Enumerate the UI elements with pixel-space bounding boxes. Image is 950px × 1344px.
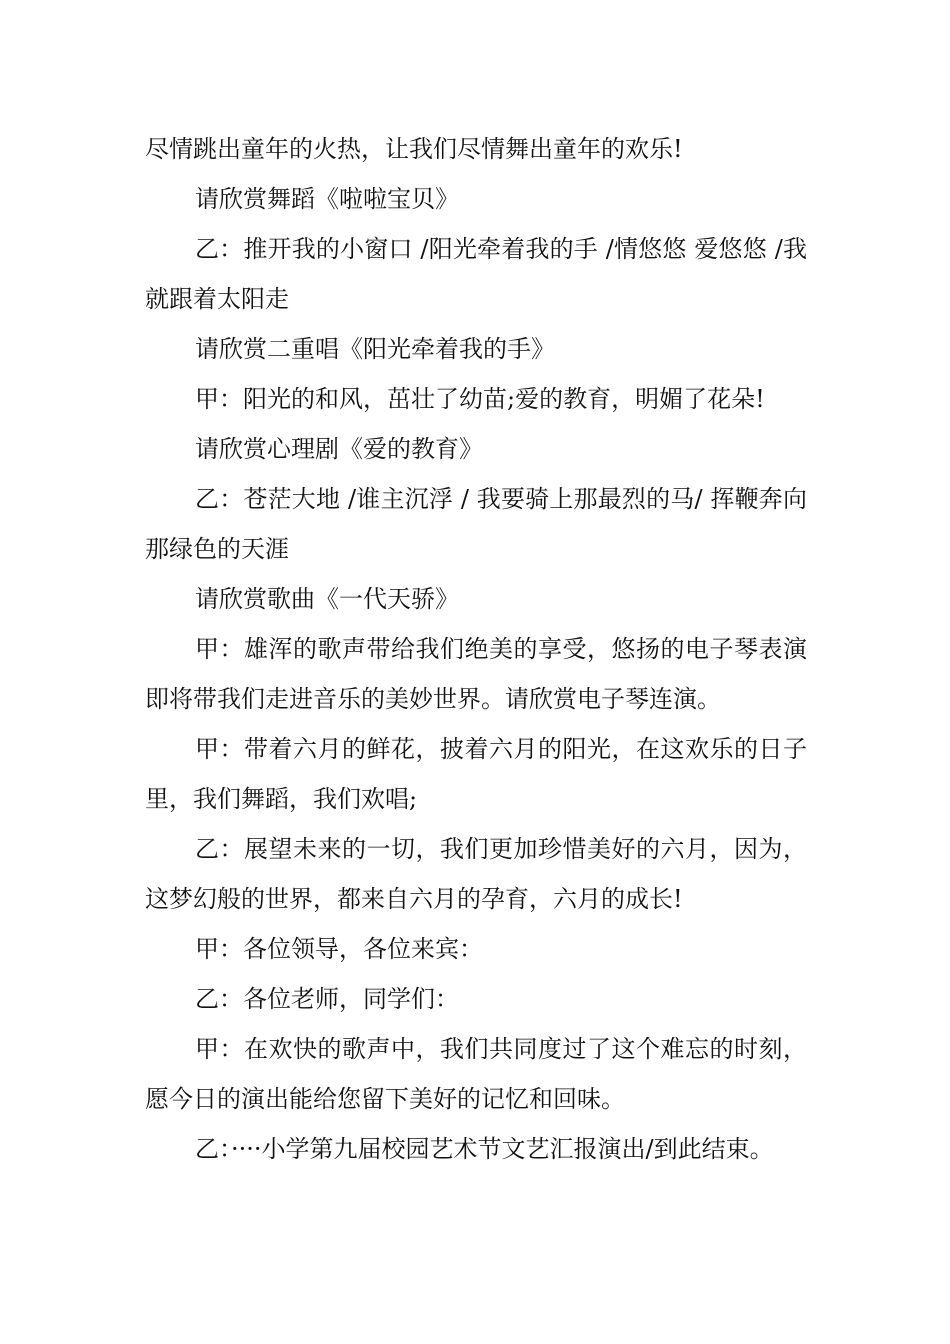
- document-body: [145, 124, 807, 1174]
- paragraph-yi-future: 乙：展望未来的一切，我们更加珍惜美好的六月，因为，这梦幻般的世界，都来自六月的孕育，六月的成长!: [145, 835, 807, 913]
- paragraph-jia-leaders: 甲：各位领导，各位来宾：: [195, 935, 483, 963]
- paragraph-program-song: 请欣赏歌曲《一代天骄》: [195, 585, 459, 613]
- paragraph-jia-keyboard: 甲：雄浑的歌声带给我们绝美的享受，悠扬的电子琴表演即将带我们走进音乐的美妙世界。请欣赏电子琴连演。: [145, 635, 807, 713]
- paragraph-jia-memory: 甲：在欢快的歌声中，我们共同度过了这个难忘的时刻，愿今日的演出能给您留下美好的记忆和回味。: [145, 1035, 807, 1113]
- paragraph-jia-breeze: 甲：阳光的和风，茁壮了幼苗;爱的教育，明媚了花朵!: [195, 385, 765, 413]
- paragraph-yi-window: 乙：推开我的小窗口 /阳光牵着我的手 /情悠悠 爱悠悠 /我就跟着太阳走: [145, 235, 807, 313]
- paragraph-yi-closing: 乙：····小学第九届校园艺术节文艺汇报演出/到此结束。: [195, 1135, 774, 1163]
- paragraph-program-duet: 请欣赏二重唱《阳光牵着我的手》: [195, 335, 555, 363]
- paragraph-jia-june: 甲：带着六月的鲜花，披着六月的阳光，在这欢乐的日子里，我们舞蹈，我们欢唱;: [145, 735, 807, 813]
- paragraph-program-dance: 请欣赏舞蹈《啦啦宝贝》: [195, 185, 459, 213]
- paragraph-yi-land: 乙：苍茫大地 /谁主沉浮 / 我要骑上那最烈的马/ 挥鞭奔向那绿色的天涯: [145, 485, 807, 563]
- paragraph-yi-teachers: 乙：各位老师，同学们：: [195, 985, 459, 1013]
- paragraph-program-drama: 请欣赏心理剧《爱的教育》: [195, 435, 483, 463]
- paragraph-continuation: 尽情跳出童年的火热，让我们尽情舞出童年的欢乐!: [145, 135, 683, 163]
